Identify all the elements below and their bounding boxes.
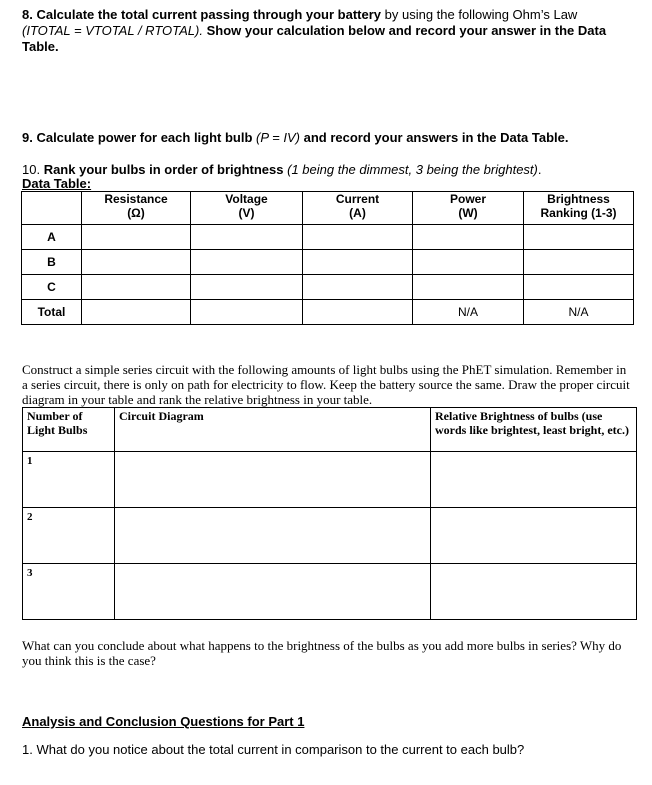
question-10-number: 10. [22, 162, 44, 177]
total-power-na: N/A [413, 300, 524, 325]
table-cell[interactable] [524, 275, 634, 300]
table-row [22, 250, 634, 275]
question-9-formula: (P = IV) [252, 130, 300, 145]
circuit-diagram-cell[interactable] [115, 564, 431, 620]
table-cell[interactable] [303, 300, 413, 325]
conclusion-question: What can you conclude about what happens to the brightness of the bulbs as you add more bulbs in series? Why do you think this is the case? [22, 638, 622, 668]
table-cell[interactable] [413, 275, 524, 300]
bulb-count-cell: 3 [23, 564, 115, 620]
circuit-table-header-row [23, 408, 637, 452]
table-row [22, 225, 634, 250]
brightness-cell[interactable] [431, 452, 637, 508]
resistance-header [82, 192, 191, 225]
brightness-unit: Ranking (1-3) [540, 206, 617, 220]
total-brightness-na: N/A [524, 300, 634, 325]
table-cell[interactable] [191, 225, 303, 250]
question-8 [22, 7, 622, 55]
table-cell[interactable] [524, 250, 634, 275]
row-label-total: Total [22, 300, 82, 325]
table-cell[interactable] [82, 250, 191, 275]
table-cell[interactable] [303, 275, 413, 300]
power-label: Power [449, 192, 486, 206]
data-table-label: Data Table: [22, 176, 92, 191]
question-9-lead: 9. Calculate power for each light bulb [22, 130, 253, 145]
table-cell[interactable] [413, 250, 524, 275]
question-8-formula: (ITOTAL = VTOTAL / RTOTAL). [22, 23, 203, 38]
table-cell[interactable] [82, 225, 191, 250]
circuit-diagram-cell[interactable] [115, 452, 431, 508]
relative-brightness-header: Relative Brightness of bulbs (use words like brightest, least bright, etc.) [431, 408, 637, 452]
resistance-label: Resistance [104, 192, 168, 206]
voltage-unit: (V) [238, 206, 255, 220]
question-10-tail: . [537, 162, 542, 177]
question-10 [22, 162, 632, 178]
current-label: Current [335, 192, 380, 206]
circuit-diagram-cell[interactable] [115, 508, 431, 564]
analysis-question-1: 1. What do you notice about the total current in comparison to the current to each bulb? [22, 742, 525, 757]
table-cell[interactable] [82, 300, 191, 325]
bulb-count-cell: 1 [23, 452, 115, 508]
row-label-a: A [22, 225, 82, 250]
number-of-bulbs-header: Number of Light Bulbs [23, 408, 115, 452]
row-label-b: B [22, 250, 82, 275]
power-header [413, 192, 524, 225]
power-unit: (W) [458, 206, 478, 220]
question-10-paren: (1 being the dimmest, 3 being the brightest) [283, 162, 538, 177]
voltage-label: Voltage [225, 192, 268, 206]
table-row [23, 508, 637, 564]
table-row [23, 564, 637, 620]
data-table-header-row [22, 192, 634, 225]
table-cell[interactable] [191, 275, 303, 300]
table-cell[interactable] [82, 275, 191, 300]
current-header [303, 192, 413, 225]
voltage-header [191, 192, 303, 225]
table-row-total [22, 300, 634, 325]
row-label-c: C [22, 275, 82, 300]
table-cell[interactable] [191, 300, 303, 325]
brightness-label: Brightness [547, 192, 610, 206]
data-table [21, 191, 634, 325]
resistance-unit: (Ω) [127, 206, 145, 220]
data-table-header-blank [22, 192, 82, 225]
table-cell[interactable] [303, 250, 413, 275]
question-8-tail: Show your calculation below and record your answer in the Data Table. [22, 23, 607, 54]
table-cell[interactable] [303, 225, 413, 250]
question-10-bold: Rank your bulbs in order of brightness [43, 162, 284, 177]
question-8-middle: by using the following Ohm’s Law [381, 7, 578, 22]
table-row [23, 452, 637, 508]
brightness-cell[interactable] [431, 564, 637, 620]
current-unit: (A) [349, 206, 366, 220]
table-cell[interactable] [413, 225, 524, 250]
table-cell[interactable] [524, 225, 634, 250]
analysis-section-title: Analysis and Conclusion Questions for Part 1 [22, 714, 305, 729]
question-9-tail: and record your answers in the Data Table. [300, 130, 569, 145]
brightness-header [524, 192, 634, 225]
circuit-diagram-header: Circuit Diagram [115, 408, 431, 452]
bulb-count-cell: 2 [23, 508, 115, 564]
series-circuit-instructions: Construct a simple series circuit with the following amounts of light bulbs using the PhET simulation. Remember in a series circuit, there is only on path for electricity to flow. Keep the battery source the same. Draw the proper circuit diagram in your table and rank the relative brightness in your table. [22, 362, 630, 407]
question-8-lead: 8. Calculate the total current passing through your battery [22, 7, 382, 22]
table-row [22, 275, 634, 300]
question-9 [22, 130, 632, 146]
brightness-cell[interactable] [431, 508, 637, 564]
table-cell[interactable] [191, 250, 303, 275]
circuit-table [22, 407, 637, 620]
